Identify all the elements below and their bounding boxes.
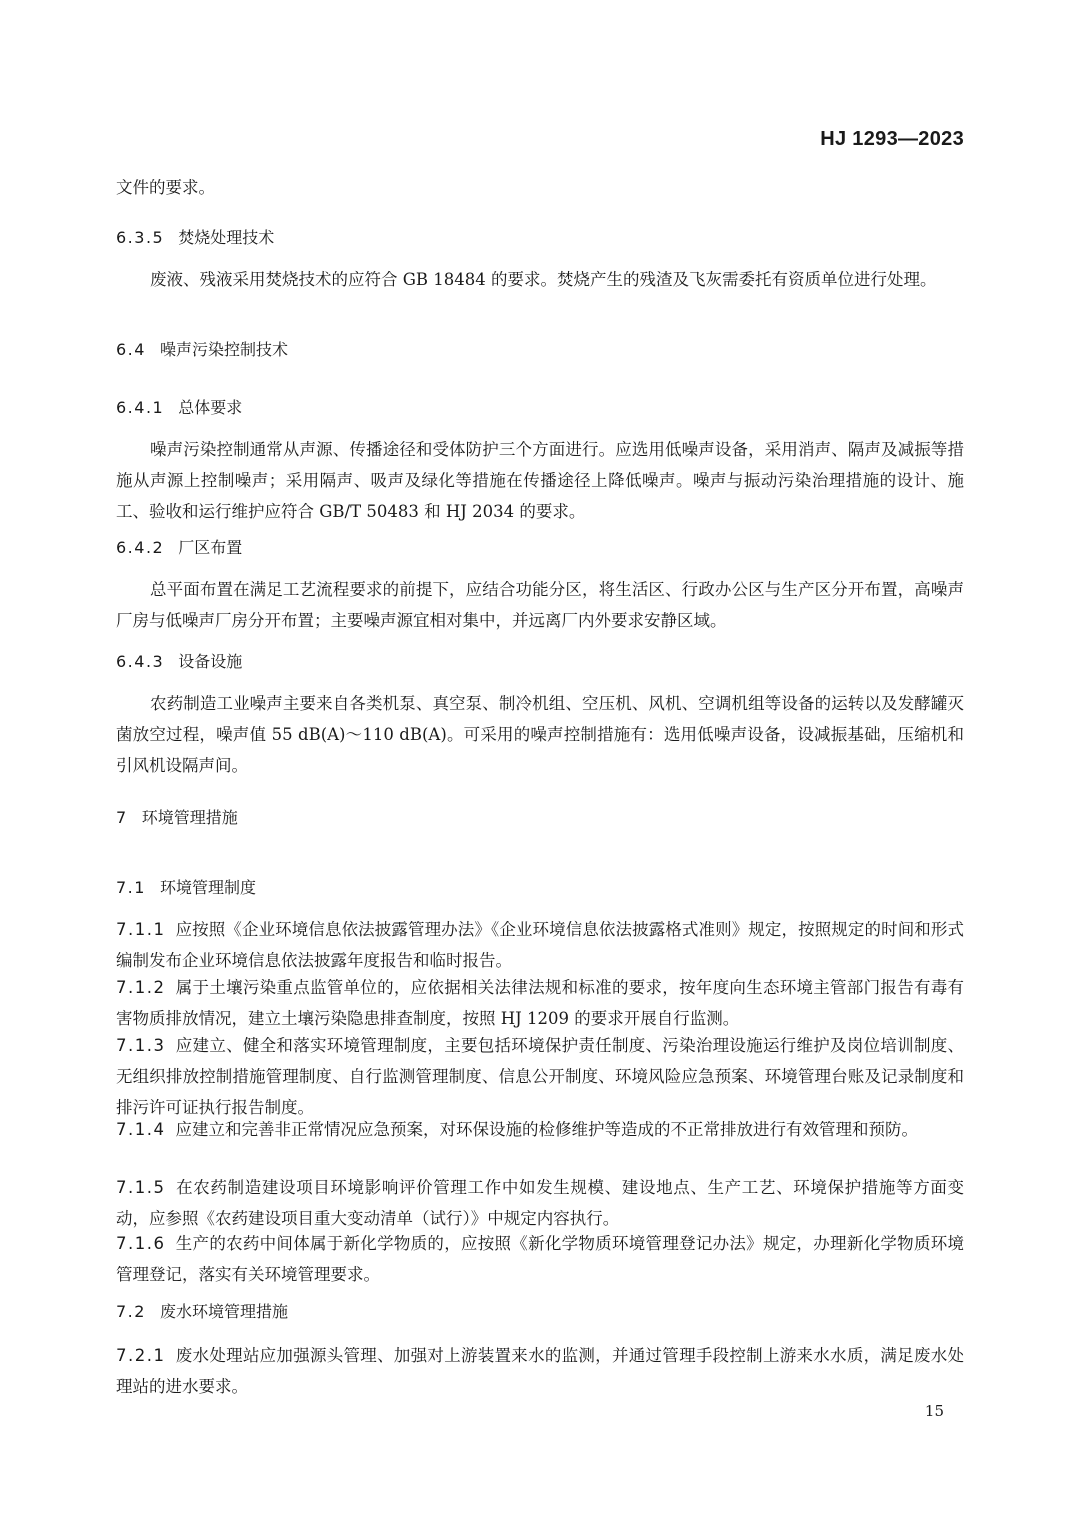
clause-number: 7.1.2 <box>116 978 166 997</box>
section-number: 6.3.5 <box>116 228 165 247</box>
section-title: 噪声污染控制技术 <box>159 340 288 359</box>
page-number: 15 <box>924 1402 944 1420</box>
section-number: 6.4 <box>116 340 146 359</box>
clause-7-1-4 <box>116 1114 964 1145</box>
section-number: 6.4.1 <box>116 398 165 417</box>
section-heading-6-4-2 <box>116 536 242 560</box>
section-heading-7-1 <box>116 876 256 900</box>
section-heading-6-3-5 <box>116 226 274 250</box>
section-paragraph-6-4-1: 噪声污染控制通常从声源、传播途径和受体防护三个方面进行。应选用低噪声设备，采用消声、隔声及减振等措施从声源上控制噪声；采用隔声、吸声及绿化等措施在传播途径上降低噪声。噪声与振动污染治理措施的设计、施工、验收和运行维护应符合 GB/T 50483 和 HJ 2034 的要求。 <box>116 440 964 521</box>
clause-number: 7.1.6 <box>116 1234 166 1253</box>
clause-number: 7.1.1 <box>116 920 166 939</box>
section-number: 7.1 <box>116 878 146 897</box>
clause-7-2-1 <box>116 1340 964 1402</box>
section-heading-7-2 <box>116 1300 288 1324</box>
continuation-text: 文件的要求。 <box>116 178 215 197</box>
section-heading-6-4-1 <box>116 396 242 420</box>
clause-number: 7.1.4 <box>116 1120 166 1139</box>
section-title: 环境管理制度 <box>159 878 256 897</box>
section-number: 7.2 <box>116 1302 146 1321</box>
clause-7-1-6 <box>116 1228 964 1290</box>
clause-7-1-1 <box>116 914 964 976</box>
standard-code: HJ 1293—2023 <box>820 128 964 150</box>
section-title: 设备设施 <box>178 652 243 671</box>
section-title: 焚烧处理技术 <box>178 228 275 247</box>
section-paragraph-6-4-3: 农药制造工业噪声主要来自各类机泵、真空泵、制冷机组、空压机、风机、空调机组等设备的运转以及发酵罐灭菌放空过程，噪声值 55 dB(A)～110 dB(A)。可采用的噪声控制措施有：选用低噪声设备，设减振基础，压缩机和引风机设隔声间。 <box>116 694 964 775</box>
section-title: 废水环境管理措施 <box>159 1302 288 1321</box>
section-title: 总体要求 <box>178 398 243 417</box>
clause-number: 7.1.5 <box>116 1178 166 1197</box>
section-heading-6-4 <box>116 338 288 362</box>
clause-7-1-2 <box>116 972 964 1034</box>
clause-text: 在农药制造建设项目环境影响评价管理工作中如发生规模、建设地点、生产工艺、环境保护措施等方面变动，应参照《农药建设项目重大变动清单（试行）》中规定内容执行。 <box>116 1178 964 1228</box>
clause-text: 应按照《企业环境信息依法披露管理办法》《企业环境信息依法披露格式准则》规定，按照规定的时间和形式编制发布企业环境信息依法披露年度报告和临时报告。 <box>116 920 964 970</box>
section-heading-7 <box>116 806 238 830</box>
section-paragraph-6-4-2: 总平面布置在满足工艺流程要求的前提下，应结合功能分区，将生活区、行政办公区与生产区分开布置，高噪声厂房与低噪声厂房分开布置；主要噪声源宜相对集中，并远离厂内外要求安静区域。 <box>116 580 964 630</box>
clause-7-1-5 <box>116 1172 964 1234</box>
clause-text: 生产的农药中间体属于新化学物质的，应按照《新化学物质环境管理登记办法》规定，办理新化学物质环境管理登记，落实有关环境管理要求。 <box>116 1234 964 1284</box>
clause-text: 属于土壤污染重点监管单位的，应依据相关法律法规和标准的要求，按年度向生态环境主管部门报告有毒有害物质排放情况，建立土壤污染隐患排查制度，按照 HJ 1209 的要求开展自行监测。 <box>116 978 964 1028</box>
clause-number: 7.2.1 <box>116 1346 166 1365</box>
clause-number: 7.1.3 <box>116 1036 166 1055</box>
clause-text: 应建立、健全和落实环境管理制度，主要包括环境保护责任制度、污染治理设施运行维护及岗位培训制度、无组织排放控制措施管理制度、自行监测管理制度、信息公开制度、环境风险应急预案、环境管理台账及记录制度和排污许可证执行报告制度。 <box>116 1036 964 1117</box>
clause-7-1-3 <box>116 1030 964 1123</box>
section-title: 厂区布置 <box>178 538 243 557</box>
section-number: 6.4.2 <box>116 538 165 557</box>
section-title: 环境管理措施 <box>141 808 238 827</box>
section-paragraph-6-3-5: 废液、残液采用焚烧技术的应符合 GB 18484 的要求。焚烧产生的残渣及飞灰需委托有资质单位进行处理。 <box>150 270 937 289</box>
clause-text: 废水处理站应加强源头管理、加强对上游装置来水的监测，并通过管理手段控制上游来水水质，满足废水处理站的进水要求。 <box>116 1346 964 1396</box>
section-heading-6-4-3 <box>116 650 242 674</box>
section-number: 6.4.3 <box>116 652 165 671</box>
section-number: 7 <box>116 808 128 827</box>
clause-text: 应建立和完善非正常情况应急预案，对环保设施的检修维护等造成的不正常排放进行有效管理和预防。 <box>175 1120 918 1139</box>
